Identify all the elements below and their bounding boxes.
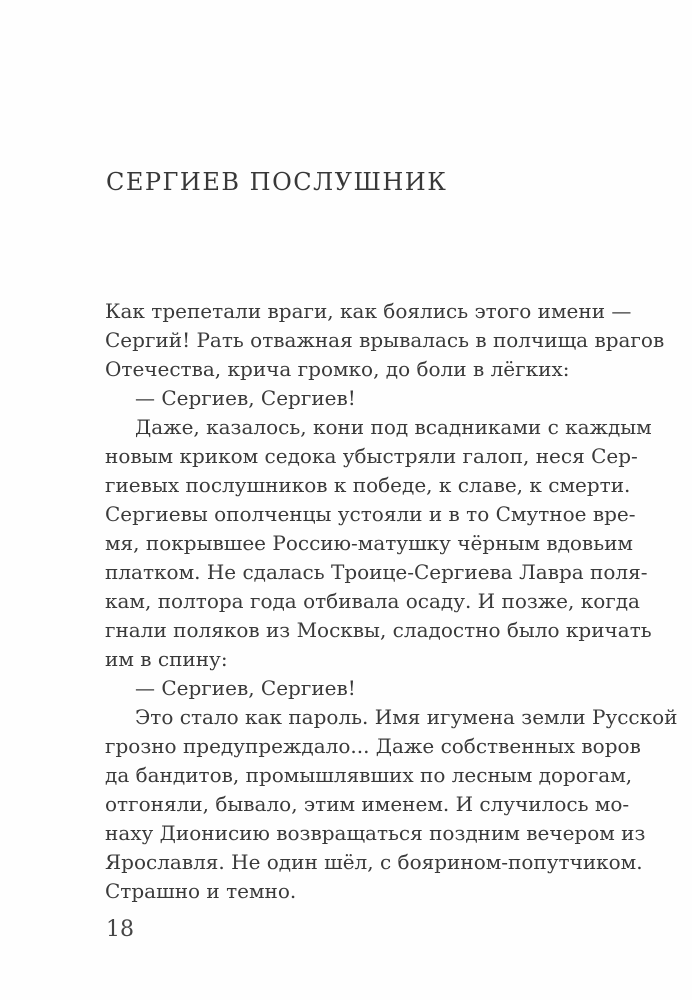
text-line: Сергий! Рать отважная врывалась в полчища врагов (105, 328, 665, 352)
text-line: да бандитов, промышлявших по лесным дорогам, (105, 763, 633, 787)
text-line: новым криком седока убыстряли галоп, неся Сер- (105, 444, 638, 468)
text-line: Сергиевы ополченцы устояли и в то Смутное вре- (105, 502, 636, 526)
body-text (105, 297, 678, 906)
text-line: гнали поляков из Москвы, сладостно было кричать (105, 618, 652, 642)
chapter-title: СЕРГИЕВ ПОСЛУШНИК (106, 168, 448, 197)
text-line: кам, полтора года отбивала осаду. И позже, когда (105, 589, 640, 613)
text-line: им в спину: (105, 647, 228, 671)
text-line: гиевых послушников к победе, к славе, к смерти. (105, 473, 631, 497)
text-line: наху Дионисию возвращаться поздним вечером из (105, 821, 646, 845)
text-line: грозно предупреждало... Даже собственных воров (105, 734, 641, 758)
text-line: Даже, казалось, кони под всадниками с каждым (135, 415, 652, 439)
text-line-dialogue: — Сергиев, Сергиев! (135, 386, 356, 410)
text-line: Ярославля. Не один шёл, с боярином-попутчиком. (105, 850, 643, 874)
text-line: мя, покрывшее Россию-матушку чёрным вдовьим (105, 531, 633, 555)
text-line: отгоняли, бывало, этим именем. И случилось мо- (105, 792, 630, 816)
text-line: Отечества, крича громко, до боли в лёгких: (105, 357, 570, 381)
page-number: 18 (106, 917, 134, 942)
text-line: платком. Не сдалась Троице-Сергиева Лавра поля- (105, 560, 648, 584)
text-line: Страшно и темно. (105, 879, 297, 903)
text-line: Это стало как пароль. Имя игумена земли Русской (135, 705, 678, 729)
text-line: Как трепетали враги, как боялись этого имени — (105, 299, 632, 323)
text-line-dialogue: — Сергиев, Сергиев! (135, 676, 356, 700)
